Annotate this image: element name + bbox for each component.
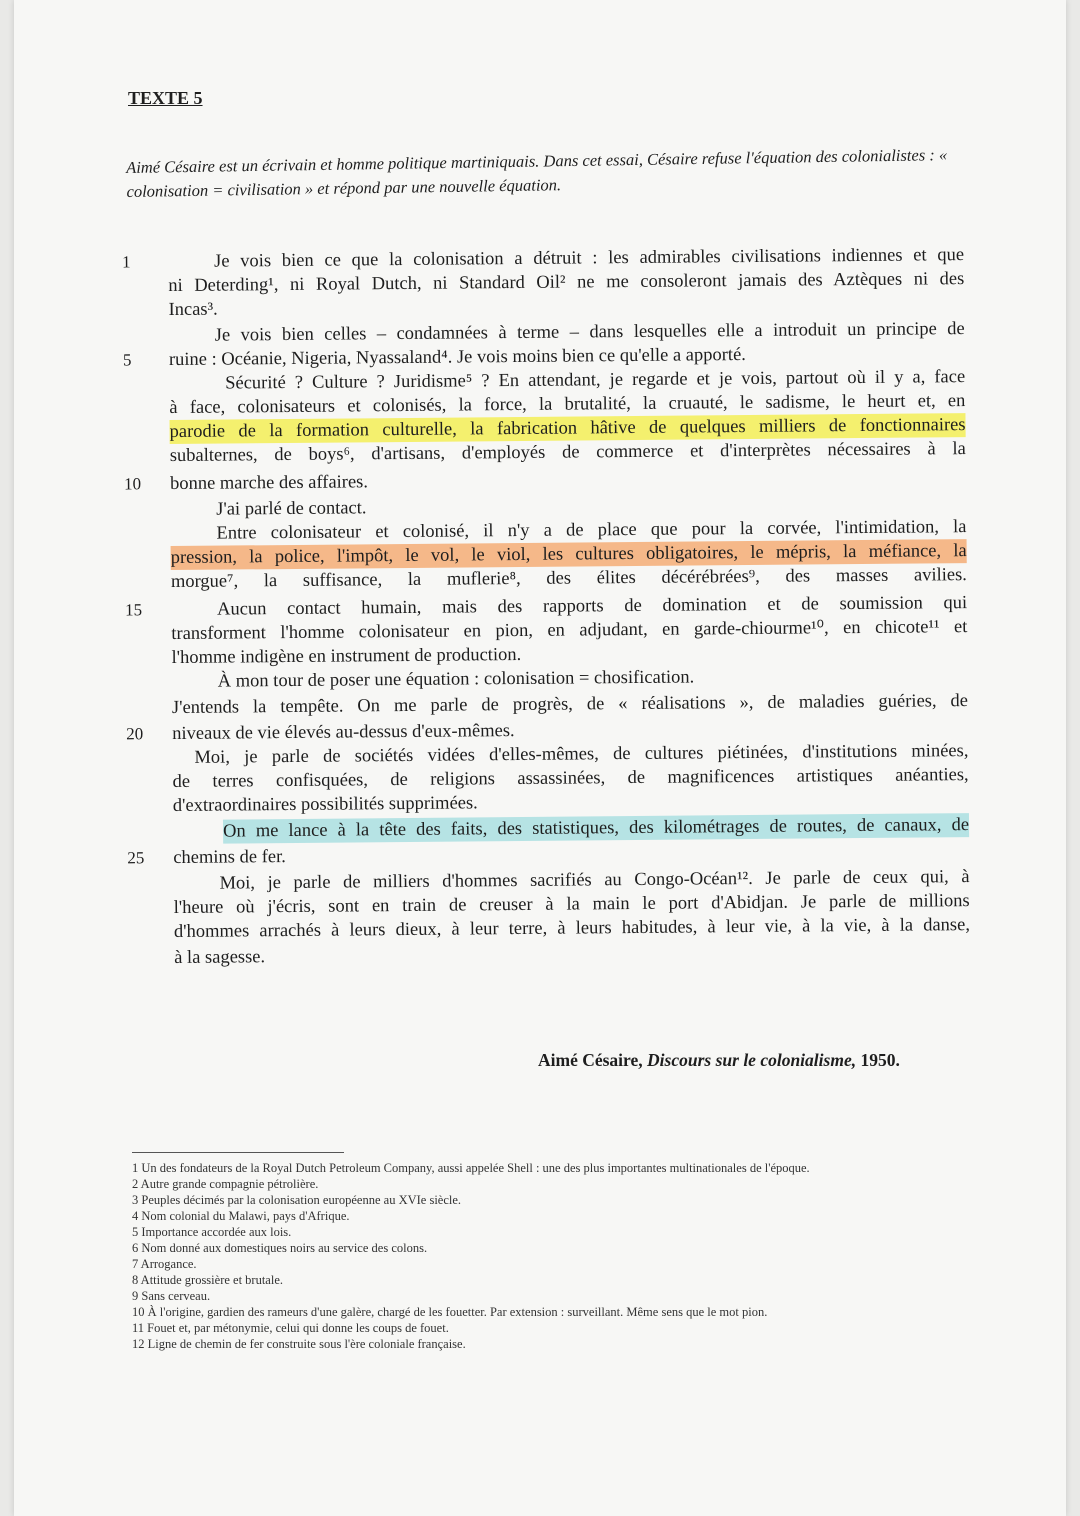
line-number: 25 xyxy=(127,848,145,868)
signature-work: Discours sur le colonialisme, xyxy=(647,1050,857,1070)
text-line: parodie de la formation culturelle, la fabrication hâtive de quelques milliers de fonctionnaires xyxy=(169,415,966,443)
footnote: 12 Ligne de chemin de fer construite sous l'ère coloniale française. xyxy=(132,1337,466,1351)
text-line: Entre colonisateur et colonisé, il n'y a de place que pour la corvée, l'intimidation, la xyxy=(216,517,967,544)
text-line: Moi, je parle de sociétés vidées d'elles-mêmes, de cultures piétinées, d'institutions minées, xyxy=(194,741,969,768)
text-line: ruine : Océanie, Nigeria, Nyassaland⁴. Je vois moins bien ce qu'elle a apporté. xyxy=(168,345,746,371)
text-line: d'hommes arrachés à leurs dieux, à leur terre, à leurs habitudes, à leur vie, à la vie, à la danse, xyxy=(173,915,971,943)
text-line: de terres confisquées, de religions assassinées, de magnificences artistiques anéanties, xyxy=(172,765,969,793)
footnote: 4 Nom colonial du Malawi, pays d'Afrique. xyxy=(132,1209,350,1223)
footnote: 9 Sans cerveau. xyxy=(132,1289,211,1303)
document-page xyxy=(14,0,1066,1516)
text-line: subalternes, de boys⁶, d'artisans, d'employés de commerce et d'interprètes nécessaires à la xyxy=(169,439,966,467)
signature xyxy=(538,1050,900,1071)
line-number: 10 xyxy=(123,474,142,494)
footnote-divider xyxy=(132,1152,344,1153)
text-line: Aucun contact humain, mais des rapports de domination et de soumission qui xyxy=(217,593,968,620)
excerpt-body xyxy=(14,242,1066,969)
text-line: pression, la police, l'impôt, le vol, le viol, les cultures obligatoires, le mépris, la méfiance, la xyxy=(170,541,967,569)
text-line: chemins de fer. xyxy=(173,847,286,869)
text-line: bonne marche des affaires. xyxy=(169,472,369,495)
text-line: J'entends la tempête. On me parle de progrès, de « réalisations », de maladies guéries, de xyxy=(171,691,969,719)
text-line: J'ai parlé de contact. xyxy=(216,498,367,520)
text-line: À mon tour de poser une équation : colonisation = chosification. xyxy=(217,667,695,692)
footnotes xyxy=(132,1160,952,1352)
footnote: 8 Attitude grossière et brutale. xyxy=(132,1273,284,1287)
footnote: 7 Arrogance. xyxy=(132,1257,197,1271)
footnote: 1 Un des fondateurs de la Royal Dutch Petroleum Company, aussi appelée Shell : une des plus importantes multinationales de l'époque. xyxy=(132,1161,810,1175)
text-line: Je vois bien ce que la colonisation a détruit : les admirables civilisations indiennes et que xyxy=(214,245,965,272)
footnote: 11 Fouet et, par métonymie, celui qui donne les coups de fouet. xyxy=(132,1321,449,1335)
text-line: l'homme indigène en instrument de production. xyxy=(171,644,522,669)
line-number: 1 xyxy=(122,252,131,272)
text-line: niveaux de vie élevés au-dessus d'eux-mêmes. xyxy=(172,721,515,745)
signature-author: Aimé Césaire, xyxy=(538,1050,643,1070)
text-line: transforment l'homme colonisateur en pion, en adjudant, en garde-chiourme¹⁰, en chicote¹¹ et xyxy=(171,617,968,645)
footnote: 10 À l'origine, gardien des rameurs d'une galère, chargé de les fouetter. Par extension : surveillant. Même sens que le mot pion. xyxy=(132,1305,768,1319)
text-line: morgue⁷, la suffisance, la muflerie⁸, des élites décérébrées⁹, des masses avilies. xyxy=(170,565,967,593)
line-number: 20 xyxy=(126,724,144,744)
text-line: à la sagesse. xyxy=(174,947,266,969)
text-line: Moi, je parle de milliers d'hommes sacrifiés au Congo-Océan¹². Je parle de ceux qui, à xyxy=(219,867,970,894)
footnote: 6 Nom donné aux domestiques noirs au service des colons. xyxy=(132,1241,428,1255)
line-number: 15 xyxy=(125,600,143,620)
text-line: Sécurité ? Culture ? Juridisme⁵ ? En attendant, je regarde et je vois, partout où il y a, face xyxy=(225,367,966,394)
text-line: ni Deterding¹, ni Royal Dutch, ni Standard Oil² ne me consoleront jamais des Aztèques ni des xyxy=(168,269,965,297)
footnote: 3 Peuples décimés par la colonisation européenne au XVIe siècle. xyxy=(132,1193,462,1207)
text-line: d'extraordinaires possibilités supprimées. xyxy=(172,793,478,817)
text-line: à face, colonisateurs et colonisés, la force, la brutalité, la cruauté, le sadisme, le heurt et, en xyxy=(169,391,966,419)
text-line: On me lance à la tête des faits, des statistiques, des kilométrages de routes, de canaux, de xyxy=(222,815,970,842)
page-title: TEXTE 5 xyxy=(128,88,203,108)
intro-paragraph: Aimé Césaire est un écrivain et homme politique martiniquais. Dans cet essai, Césaire refuse l'équation des colonialistes : « colonisation = civilisation » et répond par une nouvelle équation. xyxy=(126,145,948,201)
text-line: l'heure où j'écris, sont en train de creuser à la main le port d'Abidjan. Je parle de millions xyxy=(173,891,970,919)
line-number: 5 xyxy=(122,350,132,370)
footnote: 5 Importance accordée aux lois. xyxy=(132,1225,292,1239)
text-line: Je vois bien celles – condamnées à terme – dans lesquelles elle a introduit un principe de xyxy=(214,319,965,346)
signature-year: 1950. xyxy=(860,1050,900,1070)
footnote: 2 Autre grande compagnie pétrolière. xyxy=(132,1177,319,1191)
text-line: Incas³. xyxy=(168,299,218,321)
